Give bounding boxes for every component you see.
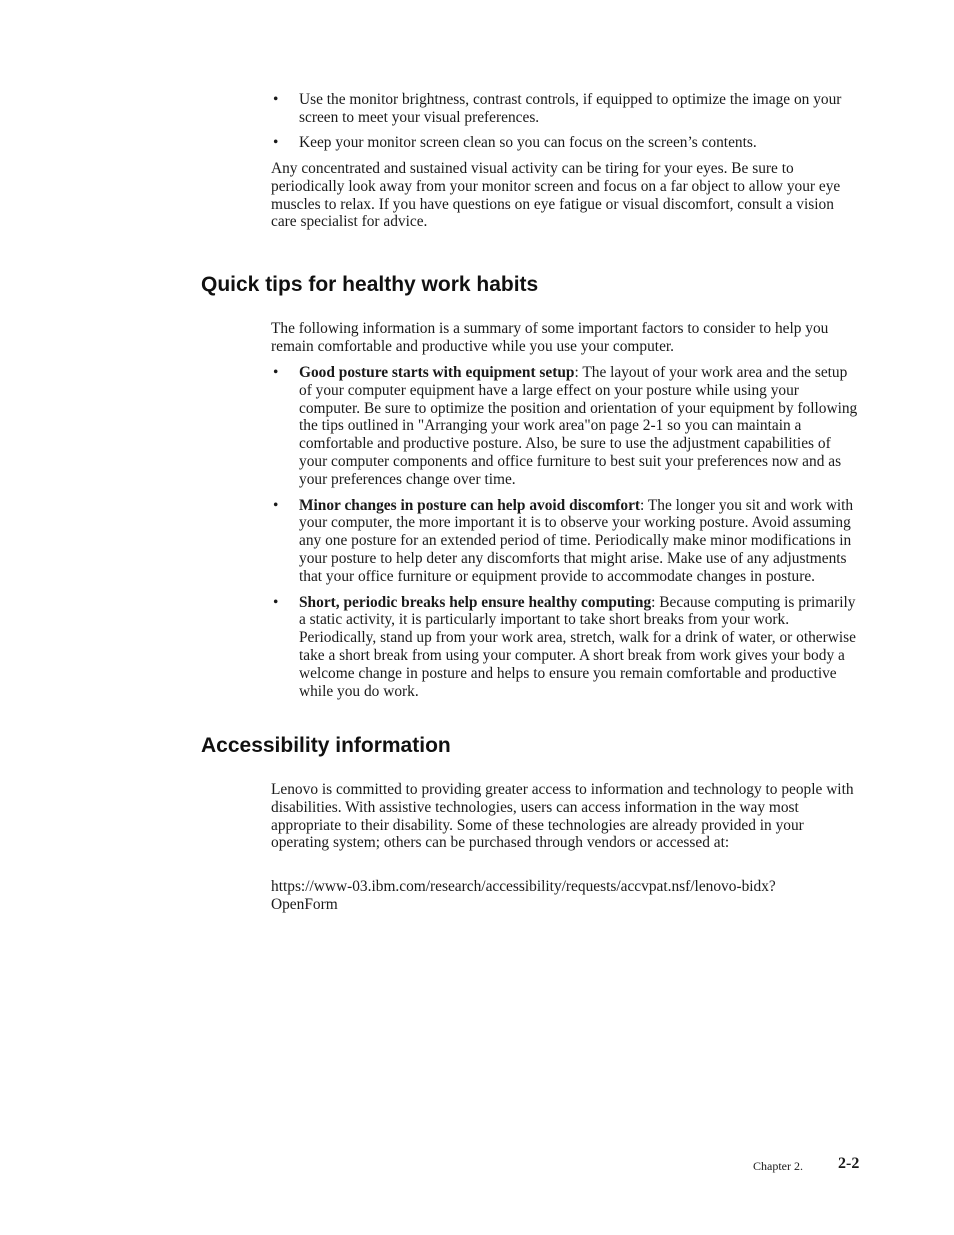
section-heading-accessibility: Accessibility information [201, 734, 451, 757]
bullet-bold-lead: Good posture starts with equipment setup [299, 364, 575, 381]
bullet-text: Keep your monitor screen clean so you can focus on the screen’s contents. [299, 133, 757, 151]
footer-chapter-label: Chapter 2. [753, 1159, 803, 1173]
section-heading-quick-tips: Quick tips for healthy work habits [201, 273, 539, 296]
footer-page-number: 2-2 [838, 1155, 860, 1172]
bullet-text: : The layout of your work area and the setup of your computer equipment have a large effect on your posture while using your computer. Be sure to optimize the position and orientation of your equipment by following the tips outlined in "Arranging your work area"on page 2-1 so you can maintain a comfortable and productive posture. Also, be sure to use the adjustment capabilities of your computer components and office furniture to best suit your preferences now and as your preferences change over time. [299, 364, 858, 488]
accessibility-url-link[interactable]: https://www-03.ibm.com/research/accessibility/requests/accvpat.nsf/lenovo-bidx?OpenForm [271, 878, 776, 913]
top-bullet-list [271, 91, 861, 151]
bullet-bold-lead: Minor changes in posture can help avoid discomfort [299, 496, 641, 514]
list-item [271, 364, 861, 489]
bullet-bold-lead: Short, periodic breaks help ensure healthy computing [299, 593, 652, 611]
bullet-icon: • [273, 91, 279, 108]
quick-tips-intro: The following information is a summary of some important factors to consider to help you remain comfortable and productive while you use your computer. [271, 320, 829, 355]
list-item [271, 134, 861, 152]
quick-tips-bullet-list [271, 364, 861, 700]
accessibility-paragraph: Lenovo is committed to providing greater access to information and technology to people with disabilities. With assistive technologies, users can access information in the way most appropriate to their disability. Some of these technologies are already provided in your operating system; others can be purchased through vendors or accessed at: [271, 781, 854, 852]
bullet-text: : The longer you sit and work with your computer, the more important it is to observe your working posture. Avoid assuming any one posture for an extended period of time. Periodically make minor modifications in your posture to help deter any discomforts that might arise. Make use of any adjustments that your office furniture or equipment provide to accommodate changes in posture. [299, 496, 854, 585]
bullet-text: : Because computing is primarily a static activity, it is particularly important to take short breaks from your work. Periodically, stand up from your work area, stretch, walk for a drink of water, or otherwise take a short break from using your computer. A short break from work gives your body a welcome change in posture and helps to ensure you remain comfortable and productive while you do work. [299, 593, 856, 700]
list-item [271, 91, 861, 127]
bullet-icon: • [273, 593, 279, 611]
eye-fatigue-paragraph: Any concentrated and sustained visual activity can be tiring for your eyes. Be sure to periodically look away from your monitor screen and focus on a far object to allow your eye muscles to relax. If you have questions on eye fatigue or visual discomfort, consult a vision care specialist for advice. [271, 160, 841, 231]
bullet-icon: • [273, 364, 279, 381]
list-item [271, 497, 861, 586]
list-item [271, 594, 861, 701]
bullet-icon: • [273, 133, 279, 151]
bullet-icon: • [273, 496, 279, 514]
bullet-text: Use the monitor brightness, contrast controls, if equipped to optimize the image on your screen to meet your visual preferences. [299, 91, 842, 126]
